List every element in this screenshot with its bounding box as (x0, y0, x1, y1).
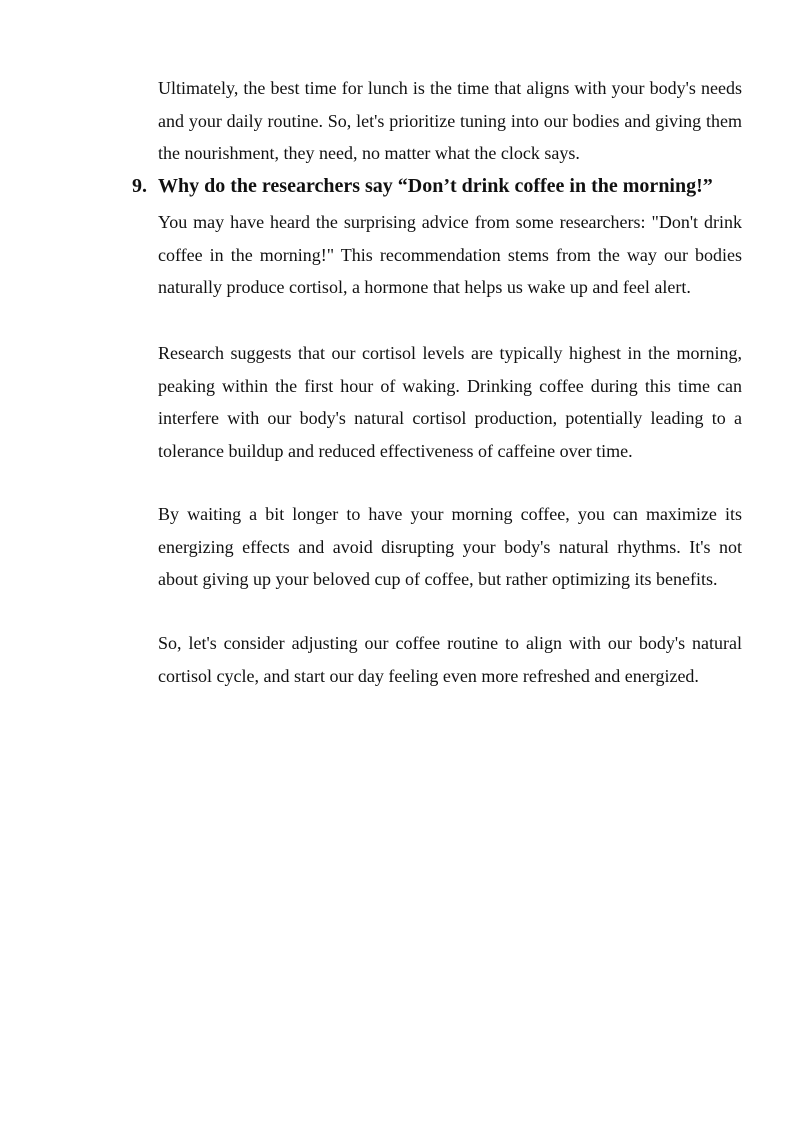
section-heading (132, 168, 752, 204)
section-title: Why do the researchers say “Don’t drink coffee in the morning!” (158, 175, 713, 197)
section-paragraph-4: So, let's consider adjusting our coffee routine to align with our body's natural cortisol cycle, and start our day feeling even more refreshed and energized. (158, 633, 742, 686)
section-paragraph-1: You may have heard the surprising advice from some researchers: "Don't drink coffee in the morning!" This recommendation stems from the way our bodies naturally produce cortisol, a hormone that helps us wake up and feel alert. (158, 212, 742, 298)
section-paragraph-3: By waiting a bit longer to have your morning coffee, you can maximize its energizing effects and avoid disrupting your body's natural rhythms. It's not about giving up your beloved cup of coffee, but rather optimizing its benefits. (158, 504, 742, 590)
section-paragraph-2: Research suggests that our cortisol levels are typically highest in the morning, peaking within the first hour of waking. Drinking coffee during this time can interfere with our body's natural cortisol production, potentially leading to a tolerance buildup and reduced effectiveness of caffeine over time. (158, 343, 742, 461)
section-number: 9. (132, 175, 147, 197)
intro-paragraph: Ultimately, the best time for lunch is the time that aligns with your body's needs and your daily routine. So, let's prioritize tuning into our bodies and giving them the nourishment, they need, no matter what the clock says. (158, 78, 742, 164)
